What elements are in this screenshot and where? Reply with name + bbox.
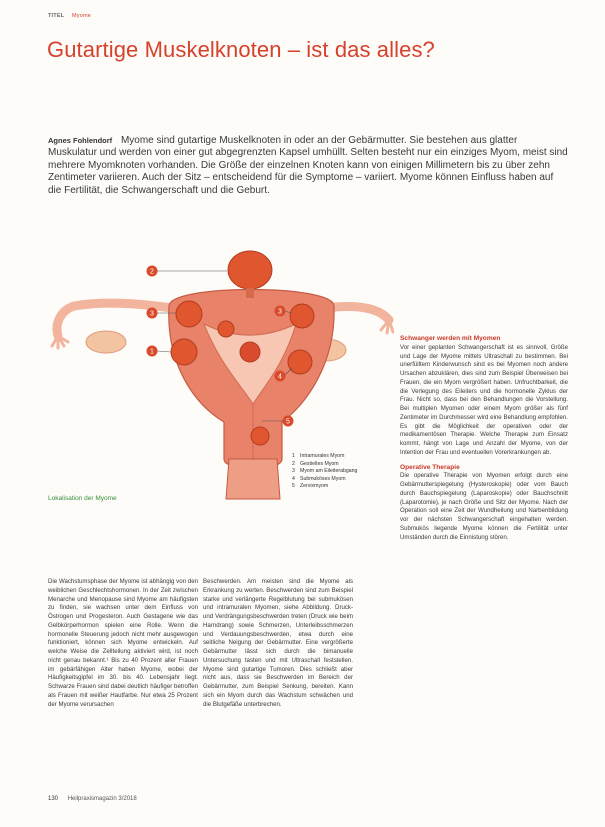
- body-text: Die operative Therapie von Myomen erfolgt durch eine Gebärmutterspiegelung (Hysteroskopie) oder vom Bauch durch Bauchspiegelung (Laparoskopie) oder Bauchschnitt (Laparotomie), je nach Größe und Sitz der Myome. Nach der Operation soll eine Zeit der Wundheilung und Narbenbildung vor der nächsten Schwangerschaft eingehalten werden. Submukös liegende Myome können die Fertilität unter Umständen durch die Einnistung stören.: [400, 472, 568, 541]
- svg-text:2: 2: [150, 268, 154, 276]
- lead-text: Myome sind gutartige Muskelknoten in oder an der Gebärmutter. Sie bestehen aus glatter Muskulatur und werden von einer gut abgegrenzten Kapsel umhüllt. Selten besteht nur ein einziges Myom, meist sind mehrere Myomknoten vorhanden. Die Größe der einzelnen Knoten kann von einigen Millimetern bis zu über zehn Zentimeter variieren. Auch der Sitz – entscheidend für die Symptome – variiert. Myome können Einfluss haben auf die Fertilität, die Schwangerschaft und die Geburt.: [48, 135, 568, 196]
- submucous-myoma: [240, 342, 260, 362]
- sidebar-column: [400, 335, 568, 542]
- journal-name: Heilpraxismagazin 3/2018: [67, 796, 137, 802]
- svg-text:3: 3: [278, 308, 282, 316]
- marker-3-left: [147, 308, 158, 319]
- section-heading-surgery: Operative Therapie: [400, 463, 460, 471]
- legend-item: 4 Submuköses Myom: [292, 475, 346, 482]
- page-title: Gutartige Muskelknoten – ist das alles?: [47, 37, 435, 62]
- marker-2: [147, 266, 158, 277]
- marker-4: [275, 371, 286, 382]
- section-label: TITEL: [48, 13, 65, 19]
- author-name: Agnes Fohlendorf: [48, 136, 113, 145]
- myoma-intramural-right: [288, 350, 312, 374]
- marker-1: [147, 346, 158, 357]
- cervix-myoma: [251, 427, 269, 445]
- figure-caption: Lokalisation der Myome: [48, 495, 117, 502]
- left-ovary: [86, 331, 126, 353]
- legend-item: 3 Myom am Eileiterabgang: [292, 468, 358, 475]
- vagina: [226, 459, 280, 499]
- body-text: Vor einer geplanten Schwangerschaft ist es sinnvoll, Größe und Lage der Myome mittels Ultraschall zu bestimmen. Bei unerfülltem Kinderwunsch sind es bei Myomen noch andere Ursachen abzuklären, dies sind zum Beispiel Überweisen bei Frauen, die ein Myom vergrößert haben. Unfruchtbarkeit, die die Verlegung des Eileiters und die hormonelle Zyklus der Frau. Nicht so, dass bei den Behandlungen die Vorstellung. Bei multiplen Myomen oder einem Myom größer als fünf Zentimeter im Durchmesser wird eine Behandlung empfohlen. Es gibt die Möglichkeit der operativen oder der medikamentösen Therapie. Welche Therapie zum Einsatz kommt, hängt von Lage und Anzahl der Myome, von der Intention der Frau und eventuellen Vorerkrankungen ab.: [400, 343, 568, 456]
- page-number: 130: [48, 796, 59, 802]
- svg-text:3: 3: [150, 310, 154, 318]
- page-footer: [48, 796, 137, 802]
- myoma-small: [218, 321, 234, 337]
- figure-legend: [292, 453, 357, 491]
- right-fimbriae: [381, 320, 393, 333]
- legend-item: 5 Zervixmyom: [292, 483, 329, 490]
- intramural-myoma: [171, 339, 197, 365]
- marker-3-right: [275, 306, 286, 317]
- myoma-stalk: [246, 288, 254, 298]
- svg-text:4: 4: [278, 373, 282, 381]
- section-heading-pregnancy: Schwanger werden mit Myomen: [400, 335, 501, 342]
- pedunculated-myoma: [228, 251, 272, 289]
- myoma-tubal-left: [176, 301, 202, 327]
- lead-paragraph: [48, 135, 568, 197]
- body-column-2: [203, 578, 353, 709]
- body-column-1: [48, 578, 198, 709]
- body-text: Beschwerden. Am meisten sind die Myome als Erkrankung zu werten. Beschwerden sind zum Beispiel starke und verlängerte Regelblutung bei submukösen und intramuralen Myomen, siehe Abbildung. Druck- und Verdrängungsbeschwerden treten (Druck wie beim Harndrang) sowie Schmerzen, Unterleibsschmerzen und Verdauungsbeschwerden, etwa durch eine seitliche Neigung der Gebärmutter. Eine vergrößerte Gebärmutter lässt sich durch die bimanuelle Untersuchung tasten und mit Ultraschall feststellen. Myome sind gutartige Tumoren. Dies schließt aber nicht aus, dass sie Beschwerden im Bereich der Gebärmutter, zum Beispiel Senkung, bereiten. Kann sich ein Myom durch das Wachstum schwächen und die Blutgefäße unterbrechen.: [203, 578, 353, 708]
- legend-item: 1 Intramurales Myom: [292, 453, 345, 459]
- myoma-tubal-right: [290, 304, 314, 328]
- topic-label: Myome: [72, 13, 92, 19]
- running-head: [48, 13, 91, 19]
- body-text: Die Wachstumsphase der Myome ist abhängig von den weiblichen Geschlechtshormonen. In der Zeit zwischen Menarche und Menopause sind Myome am häufigsten zu finden, sie wachsen unter dem Einfluss von Östrogen und Progesteron. Auch Gestagene wie das Gelbkörperhormon spielen eine Rolle. Wenn die hormonelle Steuerung jedoch nicht mehr ausgewogen funktioniert, können sich Myome entwickeln. Auf welche Weise die Zellteilung aktiviert wird, ist noch nicht genau bekannt.¹ Bis zu 40 Prozent aller Frauen im gebärfähigen Alter haben Myome, wobei der Häufigkeitsgipfel im 30. bis 40. Lebensjahr liegt. Schwarze Frauen sind dabei deutlich häufiger betroffen als Frauen mit weißer Hautfarbe. Nur etwa 25 Prozent der Myome verursachen: [48, 578, 198, 708]
- svg-text:1: 1: [150, 348, 154, 356]
- legend-item: 2 Gestieltes Myom: [292, 460, 339, 467]
- svg-text:5: 5: [286, 418, 290, 426]
- marker-5: [283, 416, 294, 427]
